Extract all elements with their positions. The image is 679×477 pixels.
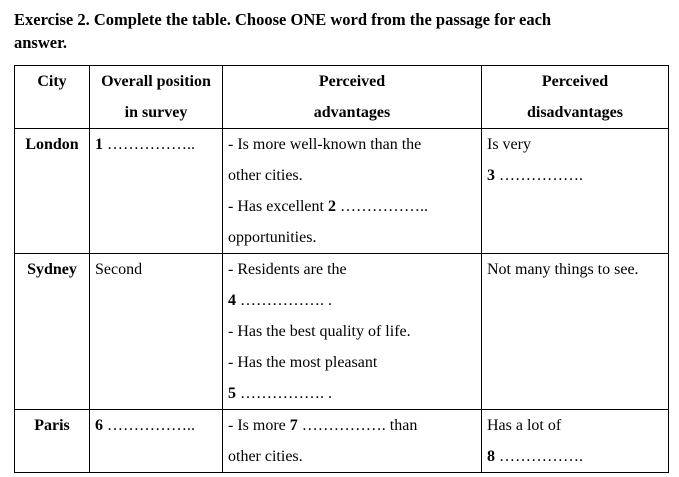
exercise-table — [14, 65, 669, 473]
header-disadvantages: Perceived disadvantages — [482, 66, 669, 129]
city-cell: London — [15, 129, 90, 254]
blank-number: 2 — [327, 198, 336, 215]
position-cell — [90, 410, 223, 473]
exercise-heading — [14, 8, 664, 54]
heading-line-1: Exercise 2. Complete the table. Choose ONE word from the passage for each — [14, 10, 552, 29]
blank-number: 8 — [487, 448, 495, 465]
table-row-london — [15, 129, 669, 254]
answer-blank: …………….. — [103, 417, 195, 434]
advantages-cell: - Is more 7 ……………. than other cities. — [223, 410, 482, 473]
disadvantages-cell: Not many things to see. — [482, 254, 669, 410]
disadvantages-cell: Is very 3 ……………. — [482, 129, 669, 254]
blank-number: 3 — [487, 167, 495, 184]
answer-blank: ……………. than — [297, 417, 418, 434]
position-cell: Second — [90, 254, 223, 410]
table-row-sydney — [15, 254, 669, 410]
blank-number: 6 — [95, 417, 103, 434]
blank-number: 1 — [95, 136, 103, 153]
table-row-paris — [15, 410, 669, 473]
answer-blank: ……………. . — [236, 385, 332, 402]
answer-blank: ……………. — [495, 167, 583, 184]
answer-blank: ……………. . — [236, 292, 332, 309]
position-cell — [90, 129, 223, 254]
header-position: Overall position in survey — [90, 66, 223, 129]
blank-number: 5 — [228, 385, 236, 402]
advantages-cell: - Is more well-known than the other cities. - Has excellent 2 …………….. opportunities. — [223, 129, 482, 254]
blank-number: 4 — [228, 292, 236, 309]
answer-blank: …………….. — [335, 198, 428, 215]
city-cell: Paris — [15, 410, 90, 473]
table-header-row — [15, 66, 669, 129]
city-cell: Sydney — [15, 254, 90, 410]
disadvantages-cell: Has a lot of 8 ……………. — [482, 410, 669, 473]
advantages-cell: - Residents are the 4 ……………. . - Has the best quality of life. - Has the most pleasant 5 ……………. . — [223, 254, 482, 410]
heading-line-2: answer. — [14, 33, 68, 52]
blank-number: 7 — [289, 417, 298, 434]
answer-blank: …………….. — [103, 136, 195, 153]
header-city: City — [15, 66, 90, 129]
answer-blank: ……………. — [495, 448, 583, 465]
header-advantages: Perceived advantages — [223, 66, 482, 129]
